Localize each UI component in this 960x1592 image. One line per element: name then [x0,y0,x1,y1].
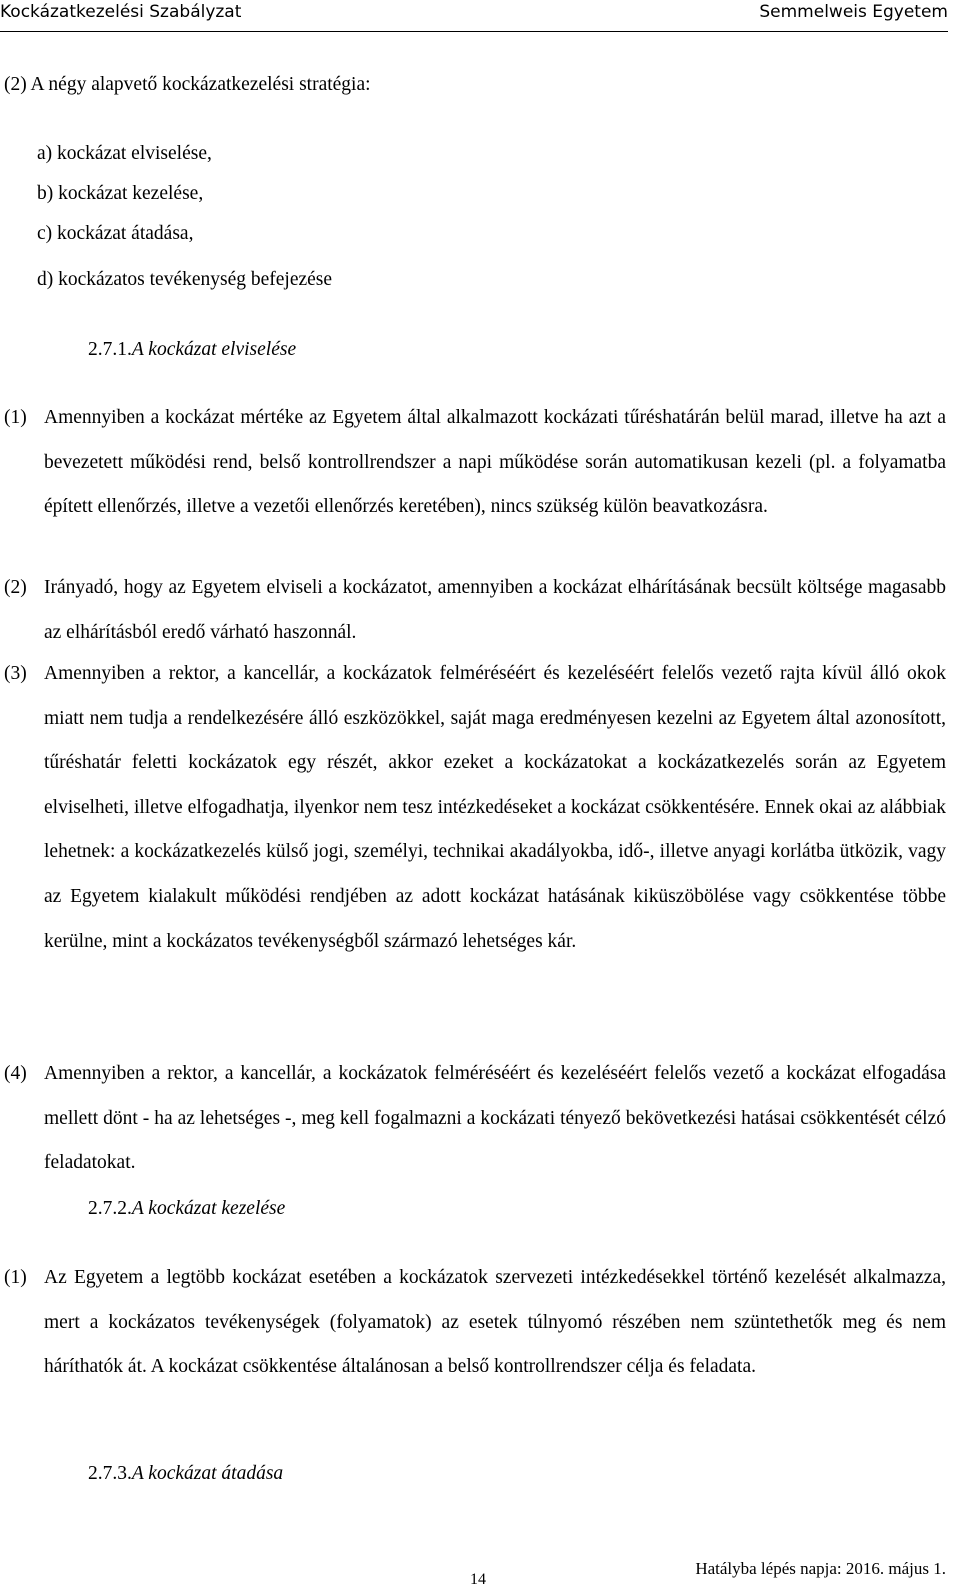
section-title: A kockázat kezelése [131,1198,286,1219]
effective-date: Hatályba lépés napja: 2016. május 1. [695,1559,946,1578]
paragraph-number: (2) [4,577,27,598]
paragraph-number: (4) [4,1063,27,1084]
paragraph-text: Amennyiben a rektor, a kancellár, a kockázatok felméréséért és kezeléséért felelős vezető a kockázat elfogadása mellett dönt - ha az lehetséges -, meg kell fogalmazni a kockázati tényező bekövetkezési hatásai csökkentését célzó feladatokat. [44,1063,946,1174]
paragraph-272-1 [4,1256,946,1390]
paragraph-271-4 [4,1052,946,1186]
section-heading-273 [88,1462,283,1486]
paragraph-number: (3) [4,663,27,684]
paragraph-271-1 [4,396,946,530]
section-number: 2.7.2. [88,1198,132,1219]
paragraph-271-3 [4,652,946,964]
paragraph-text: Az Egyetem a legtöbb kockázat esetében a kockázatok szervezeti intézkedésekkel történő kezelését alkalmazza, mert a kockázatos tevékenységek (folyamatok) az esetek túlnyomó részében nem szüntethetők meg és nem háríthatók át. A kockázat csökkentése általánosan a belső kontrollrendszer célja és feladata. [44,1267,946,1378]
paragraph-271-2 [4,566,946,655]
strategies-intro: (2) A négy alapvető kockázatkezelési stratégia: [4,74,371,95]
section-number: 2.7.3. [88,1463,132,1484]
strategy-item-a: a) kockázat elviselése, [37,143,212,164]
paragraph-text: Amennyiben a kockázat mértéke az Egyetem által alkalmazott kockázati tűréshatárán belül marad, illetve ha azt a bevezetett működési rend, belső kontrollrendszer a napi működése során automatikusan kezeli (pl. a folyamatba épített ellenőrzés, illetve a vezetői ellenőrzés keretében), nincs szükség külön beavatkozásra. [44,407,946,518]
strategy-item-c: c) kockázat átadása, [37,223,194,244]
section-title: A kockázat elviselése [131,339,297,360]
paragraph-number: (1) [4,407,27,428]
paragraph-text: Irányadó, hogy az Egyetem elviseli a kockázatot, amennyiben a kockázat elhárításának becsült költsége magasabb az elhárításból eredő várható haszonnál. [44,577,946,643]
section-title: A kockázat átadása [131,1463,284,1484]
header-institution: Semmelweis Egyetem [759,2,948,22]
header-title: Kockázatkezelési Szabályzat [0,2,242,22]
strategy-item-d: d) kockázatos tevékenység befejezése [37,269,333,290]
header-divider [0,31,948,32]
paragraph-number: (1) [4,1267,27,1288]
strategy-item-b: b) kockázat kezelése, [37,183,204,204]
section-heading-271 [88,338,296,362]
section-number: 2.7.1. [88,339,132,360]
page-number: 14 [470,1571,486,1588]
section-heading-272 [88,1197,285,1221]
paragraph-text: Amennyiben a rektor, a kancellár, a kockázatok felméréséért és kezeléséért felelős vezető rajta kívül álló okok miatt nem tudja a rendelkezésére álló eszközökkel, saját maga eredményesen kezelni az Egyetem által azonosított, tűréshatár feletti kockázatok egy részét, akkor ezeket a kockázatokat a kockázatkezelés során az Egyetem elviselheti, illetve elfogadhatja, ilyenkor nem tesz intézkedéseket a kockázat csökkentésére. Ennek okai az alábbiak lehetnek: a kockázatkezelés külső jogi, személyi, technikai akadályokba, idő-, illetve anyagi korlátba ütközik, vagy az Egyetem kialakult működési rendjében az adott kockázat hatásának kiküszöbölése vagy csökkentése többe kerülne, mint a kockázatos tevékenységből származó lehetséges kár. [44,663,946,952]
